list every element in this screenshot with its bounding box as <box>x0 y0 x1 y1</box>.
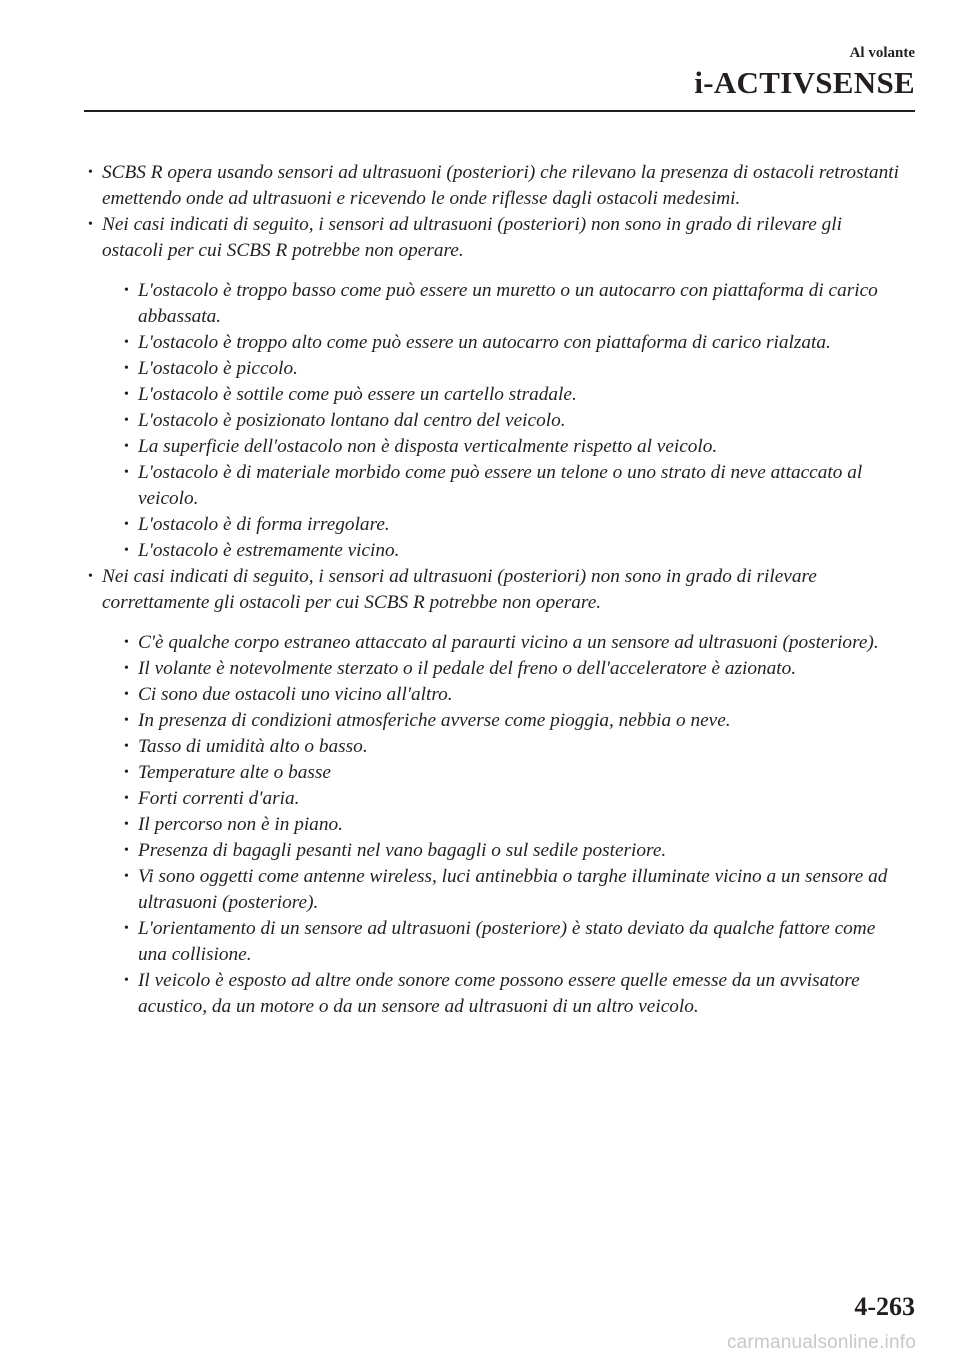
bullet-icon: • <box>124 817 129 832</box>
section-title: i-ACTIVSENSE <box>694 65 915 100</box>
bullet-icon: • <box>124 739 129 754</box>
header-divider <box>84 110 915 112</box>
sub-list-item-text: Tasso di umidità alto o basso. <box>138 736 368 757</box>
list-item-text: SCBS R opera usando sensori ad ultrasuoni (posteriori) che rilevano la presenza di ostacoli retrostanti emettendo onde ad ultrasuoni e ricevendo le onde riflesse dagli ostacoli medesimi. <box>102 162 899 209</box>
bullet-icon: • <box>88 165 93 180</box>
sub-list-item-text: Il percorso non è in piano. <box>138 814 343 835</box>
sub-list-item-text: L'ostacolo è piccolo. <box>138 358 298 379</box>
sub-list-item-text: L'orientamento di un sensore ad ultrasuoni (posteriore) è stato deviato da qualche fattore come una collisione. <box>138 918 876 965</box>
bullet-icon: • <box>124 973 129 988</box>
bullet-icon: • <box>124 713 129 728</box>
bullet-icon: • <box>88 217 93 232</box>
page-number: 4-263 <box>854 1292 915 1321</box>
bullet-icon: • <box>124 439 129 454</box>
list-item-text: Nei casi indicati di seguito, i sensori ad ultrasuoni (posteriori) non sono in grado di rilevare correttamente gli ostacoli per cui SCBS R potrebbe non operare. <box>102 566 817 613</box>
bullet-icon: • <box>124 465 129 480</box>
sub-list-item <box>102 968 904 1020</box>
list-item <box>84 160 904 212</box>
bullet-icon: • <box>124 361 129 376</box>
sub-list-item <box>102 838 904 864</box>
bullet-icon: • <box>124 283 129 298</box>
body-text <box>84 160 904 1020</box>
bullet-icon: • <box>124 335 129 350</box>
sub-list-item-text: Forti correnti d'aria. <box>138 788 300 809</box>
sub-list-item-text: Il veicolo è esposto ad altre onde sonore come possono essere quelle emesse da un avvisatore acustico, da un motore o da un sensore ad ultrasuoni di un altro veicolo. <box>138 970 860 1017</box>
sub-list-item-text: Ci sono due ostacoli uno vicino all'altro. <box>138 684 453 705</box>
sub-list-item-text: L'ostacolo è sottile come può essere un cartello stradale. <box>138 384 577 405</box>
sub-list-item-text: L'ostacolo è di forma irregolare. <box>138 514 390 535</box>
sub-list-item <box>102 864 904 916</box>
sub-list-item <box>102 734 904 760</box>
sub-list-item <box>102 278 904 330</box>
sub-list-item <box>102 434 904 460</box>
sub-list-item <box>102 382 904 408</box>
sub-list-item <box>102 656 904 682</box>
sub-list-item <box>102 356 904 382</box>
bullet-icon: • <box>124 843 129 858</box>
sub-list-item-text: In presenza di condizioni atmosferiche avverse come pioggia, nebbia o neve. <box>138 710 731 731</box>
sub-list-item <box>102 330 904 356</box>
sub-list-item-text: L'ostacolo è estremamente vicino. <box>138 540 400 561</box>
bullet-icon: • <box>124 517 129 532</box>
sub-list-item <box>102 708 904 734</box>
sub-list-item <box>102 408 904 434</box>
sub-list-item-text: L'ostacolo è di materiale morbido come può essere un telone o uno strato di neve attaccato al veicolo. <box>138 462 863 509</box>
sub-list-item <box>102 512 904 538</box>
sub-list-item <box>102 538 904 564</box>
bullet-icon: • <box>124 765 129 780</box>
sub-list-item <box>102 460 904 512</box>
bullet-list <box>84 160 904 1020</box>
sub-list-item <box>102 760 904 786</box>
sub-list-item-text: L'ostacolo è troppo basso come può essere un muretto o un autocarro con piattaforma di carico abbassata. <box>138 280 878 327</box>
sub-list-item <box>102 812 904 838</box>
sub-list-item-text: Vi sono oggetti come antenne wireless, luci antinebbia o targhe illuminate vicino a un sensore ad ultrasuoni (posteriore). <box>138 866 888 913</box>
bullet-icon: • <box>124 921 129 936</box>
sub-list-item-text: Il volante è notevolmente sterzato o il pedale del freno o dell'acceleratore è azionato. <box>138 658 797 679</box>
bullet-icon: • <box>124 543 129 558</box>
list-item <box>84 212 904 564</box>
bullet-icon: • <box>124 387 129 402</box>
watermark: carmanualsonline.info <box>726 1332 916 1353</box>
bullet-icon: • <box>124 635 129 650</box>
sub-list-item <box>102 916 904 968</box>
sub-list-item-text: Presenza di bagagli pesanti nel vano bagagli o sul sedile posteriore. <box>138 840 667 861</box>
sub-list-item <box>102 786 904 812</box>
bullet-icon: • <box>124 687 129 702</box>
sub-list-item <box>102 630 904 656</box>
sub-list-item <box>102 682 904 708</box>
sub-list-item-text: C'è qualche corpo estraneo attaccato al paraurti vicino a un sensore ad ultrasuoni (posteriore). <box>138 632 879 653</box>
sub-list-item-text: L'ostacolo è posizionato lontano dal centro del veicolo. <box>138 410 566 431</box>
list-item-text: Nei casi indicati di seguito, i sensori ad ultrasuoni (posteriori) non sono in grado di rilevare gli ostacoli per cui SCBS R potrebbe non operare. <box>102 214 842 261</box>
sub-list-item-text: L'ostacolo è troppo alto come può essere un autocarro con piattaforma di carico rialzata. <box>138 332 831 353</box>
list-item <box>84 564 904 1020</box>
bullet-icon: • <box>124 791 129 806</box>
page-header <box>694 44 915 101</box>
chapter-label: Al volante <box>849 45 915 61</box>
sub-list-item-text: La superficie dell'ostacolo non è disposta verticalmente rispetto al veicolo. <box>138 436 718 457</box>
bullet-icon: • <box>124 869 129 884</box>
bullet-icon: • <box>88 569 93 584</box>
bullet-icon: • <box>124 413 129 428</box>
bullet-icon: • <box>124 661 129 676</box>
sub-list-item-text: Temperature alte o basse <box>138 762 331 783</box>
sub-bullet-list <box>102 278 904 564</box>
sub-bullet-list <box>102 630 904 1020</box>
